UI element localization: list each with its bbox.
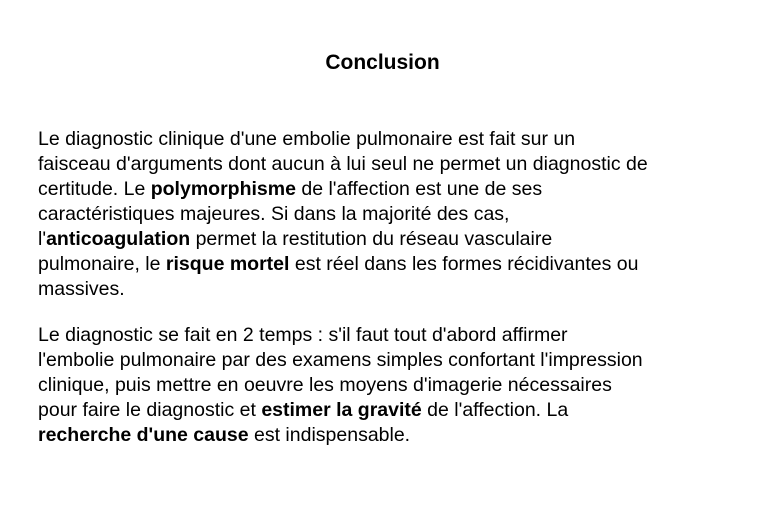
paragraph-1: [38, 127, 738, 302]
paragraph-line: pour faire le diagnostic et estimer la gravité de l'affection. La: [38, 399, 569, 421]
slide-title: Conclusion: [325, 51, 440, 74]
paragraph-line: recherche d'une cause est indispensable.: [38, 424, 411, 446]
paragraph-line: caractéristiques majeures. Si dans la majorité des cas,: [38, 203, 510, 225]
paragraph-line: certitude. Le polymorphisme de l'affection est une de ses: [38, 178, 543, 200]
paragraph-line: Le diagnostic se fait en 2 temps : s'il faut tout d'abord affirmer: [38, 324, 568, 346]
emphasis-estimer-la-gravite: estimer la gravité: [261, 399, 422, 421]
emphasis-anticoagulation: anticoagulation: [46, 228, 191, 250]
emphasis-polymorphisme: polymorphisme: [150, 178, 296, 200]
emphasis-risque-mortel: risque mortel: [165, 253, 290, 275]
paragraph-line: massives.: [38, 278, 125, 300]
emphasis-recherche-cause: recherche d'une cause: [38, 424, 249, 446]
paragraph-line: l'embolie pulmonaire par des examens simples confortant l'impression: [38, 349, 643, 371]
paragraph-line: Le diagnostic clinique d'une embolie pulmonaire est fait sur un: [38, 128, 576, 150]
paragraph-2: [38, 323, 738, 448]
paragraph-line: l'anticoagulation permet la restitution du réseau vasculaire: [38, 228, 553, 250]
paragraph-line: pulmonaire, le risque mortel est réel dans les formes récidivantes ou: [38, 253, 639, 275]
paragraph-line: faisceau d'arguments dont aucun à lui seul ne permet un diagnostic de: [38, 153, 648, 175]
paragraph-line: clinique, puis mettre en oeuvre les moyens d'imagerie nécessaires: [38, 374, 612, 396]
